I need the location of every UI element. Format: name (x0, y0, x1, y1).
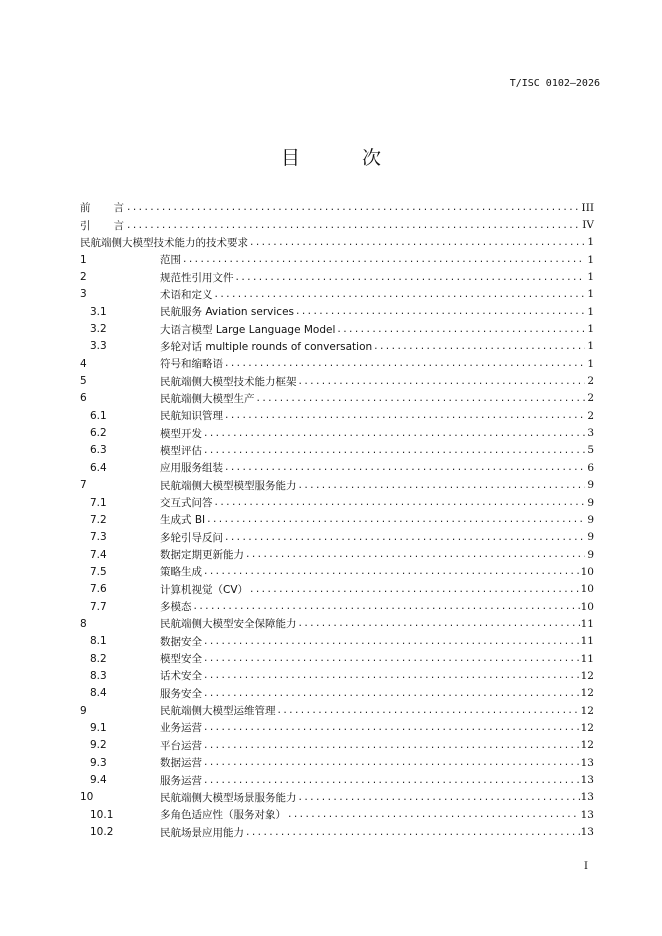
toc-page-number: III (581, 201, 594, 214)
toc-entry-label: 模型安全 (160, 653, 202, 666)
toc-section-number-text: 7 (80, 479, 87, 492)
toc-section-number (80, 375, 160, 387)
toc-section-number (80, 791, 160, 803)
toc-page-number: 12 (580, 687, 594, 700)
toc-page-number: 13 (580, 791, 594, 804)
dot-leader (206, 516, 585, 525)
toc-section-number-text: 3.3 (90, 340, 107, 353)
toc-entry-label: 业务运营 (160, 722, 202, 735)
toc-page-number: 1 (587, 323, 594, 336)
toc-section-number (80, 549, 160, 561)
toc-section-number (80, 566, 160, 578)
toc-section-number-text: 7.3 (90, 531, 107, 544)
toc-entry-label: 话术安全 (160, 670, 202, 683)
toc-entry-label: 民航场景应用能力 (160, 826, 244, 839)
toc-entry-label: 服务安全 (160, 687, 202, 700)
toc-page-number: 12 (580, 704, 594, 717)
toc-entry-label: 民航端侧大模型安全保障能力 (160, 618, 297, 631)
dot-leader (277, 707, 580, 716)
toc-section-number-text: 7.2 (90, 513, 107, 526)
toc-page-number: 1 (587, 305, 594, 318)
toc-entry[interactable] (80, 702, 594, 719)
dot-leader (235, 274, 586, 283)
toc-section-number-text: 7.1 (90, 496, 107, 509)
toc-entry[interactable] (80, 251, 594, 268)
toc-section-number-text: 5 (80, 375, 87, 388)
dot-leader (298, 482, 586, 491)
toc-page-number: 13 (580, 774, 594, 787)
toc-section-number-text: 9.4 (90, 774, 107, 787)
toc-page-number: 2 (587, 392, 594, 405)
toc-section-number-text: 7.6 (90, 583, 107, 596)
toc-entry-label: 生成式 BI (160, 514, 206, 527)
toc-section-number-text: 8 (80, 617, 87, 630)
dot-leader (214, 499, 586, 508)
toc-entry-label: 策略生成 (160, 566, 202, 579)
toc-entry-label: 民航端侧大模型技术能力的技术要求 (80, 236, 248, 249)
toc-section-number-text: 10 (80, 791, 94, 804)
dot-leader (224, 534, 585, 543)
toc-entry[interactable] (80, 338, 594, 355)
toc-section-number (80, 479, 160, 491)
toc-page-number: 9 (587, 496, 594, 509)
toc-entry[interactable] (80, 442, 594, 459)
toc-page-number: 1 (587, 253, 594, 266)
dot-leader (203, 447, 585, 456)
toc-section-number (80, 774, 160, 786)
toc-section-number (80, 462, 160, 474)
dot-leader (287, 811, 580, 820)
toc-entry-label: 数据运营 (160, 757, 202, 770)
dot-leader (182, 256, 585, 265)
toc-entry-label: 前 言 (80, 202, 125, 215)
toc-entry[interactable] (80, 633, 594, 650)
toc-entry-main-heading[interactable] (80, 234, 594, 251)
toc-entry-label: 多轮对话 multiple rounds of conversation (160, 340, 373, 353)
toc-page-number: 13 (580, 808, 594, 821)
toc-section-number-text: 3 (80, 288, 87, 301)
toc-section-number (80, 687, 160, 699)
toc-section-number (80, 254, 160, 266)
toc-entry-label: 服务运营 (160, 774, 202, 787)
toc-entry-label: 模型开发 (160, 427, 202, 440)
toc-section-number (80, 444, 160, 456)
toc-section-number (80, 288, 160, 300)
toc-entry[interactable] (80, 737, 594, 754)
toc-entry[interactable] (80, 546, 594, 563)
toc-section-number-text: 7.5 (90, 565, 107, 578)
toc-page-number: 9 (587, 531, 594, 544)
toc-entry[interactable] (80, 615, 594, 632)
toc-entry[interactable] (80, 581, 594, 598)
toc-page-number: 1 (587, 357, 594, 370)
toc-entry[interactable] (80, 598, 594, 615)
toc-section-number (80, 410, 160, 422)
toc-entry-label: 多轮引导反问 (160, 531, 223, 544)
dot-leader (249, 586, 580, 595)
toc-entry[interactable] (80, 667, 594, 684)
toc-entry[interactable] (80, 806, 594, 823)
toc-page-number: 13 (580, 756, 594, 769)
dot-leader (126, 204, 581, 213)
toc-entry-label: 民航端侧大模型场景服务能力 (160, 791, 297, 804)
toc-entry[interactable] (80, 390, 594, 407)
dot-leader (373, 343, 585, 352)
toc-entry-label: 平台运营 (160, 739, 202, 752)
toc-section-number (80, 323, 160, 335)
toc-section-number-text: 10.1 (90, 808, 114, 821)
toc-entry[interactable] (80, 286, 594, 303)
toc-entry[interactable] (80, 372, 594, 389)
toc-title: 目 次 (280, 147, 410, 169)
toc-entry-label: 应用服务组装 (160, 462, 223, 475)
dot-leader (203, 742, 580, 751)
dot-leader (245, 551, 585, 560)
toc-page-number: 1 (587, 340, 594, 353)
toc-entry-label: 术语和定义 (160, 288, 213, 301)
toc-section-number-text: 9.3 (90, 756, 107, 769)
dot-leader (298, 620, 580, 629)
toc-entry-label: 数据安全 (160, 635, 202, 648)
toc-page-number: 2 (587, 409, 594, 422)
dot-leader (203, 759, 580, 768)
toc-section-number (80, 670, 160, 682)
toc-entry[interactable] (80, 771, 594, 788)
toc-section-number-text: 7.7 (90, 600, 107, 613)
toc-page-number: 12 (580, 721, 594, 734)
toc-section-number-text: 1 (80, 253, 87, 266)
document-code: T/ISC 0102—2026 (509, 78, 600, 89)
dot-leader (203, 724, 580, 733)
dot-leader (203, 638, 580, 647)
toc-entry-label: 民航端侧大模型运维管理 (160, 705, 276, 718)
toc-page-number: 11 (580, 652, 594, 665)
toc-section-number-text: 9.2 (90, 739, 107, 752)
toc-section-number (80, 531, 160, 543)
toc-entry-label: 民航服务 Aviation services (160, 306, 295, 319)
toc-entry-label: 规范性引用文件 (160, 271, 234, 284)
toc-entry[interactable] (80, 320, 594, 337)
toc-entry[interactable] (80, 685, 594, 702)
toc-section-number (80, 739, 160, 751)
toc-section-number (80, 705, 160, 717)
dot-leader (224, 412, 585, 421)
dot-leader (126, 222, 581, 231)
toc-page-number: 3 (587, 427, 594, 440)
toc-section-number-text: 4 (80, 357, 87, 370)
toc-entry[interactable] (80, 407, 594, 424)
toc-section-number (80, 271, 160, 283)
toc-section-number (80, 809, 160, 821)
toc-section-number-text: 8.4 (90, 687, 107, 700)
toc-page-number: 12 (580, 669, 594, 682)
dot-leader (245, 829, 580, 838)
dot-leader (298, 378, 586, 387)
toc-entry-label: 引 言 (80, 219, 125, 232)
toc-section-number (80, 358, 160, 370)
toc-entry[interactable] (80, 650, 594, 667)
toc-section-number-text: 9 (80, 704, 87, 717)
toc-entry[interactable] (80, 355, 594, 372)
dot-leader (336, 326, 585, 335)
toc-section-number (80, 427, 160, 439)
toc-page-number: 2 (587, 375, 594, 388)
toc-entry-introduction[interactable] (80, 216, 594, 233)
toc-page-number: IV (582, 219, 594, 232)
dot-leader (203, 690, 580, 699)
toc-entry[interactable] (80, 494, 594, 511)
toc-entry[interactable] (80, 303, 594, 320)
toc-section-number (80, 618, 160, 630)
toc-page-number: 6 (587, 461, 594, 474)
toc-entry[interactable] (80, 477, 594, 494)
toc-section-number-text: 8.1 (90, 635, 107, 648)
toc-section-number-text: 6.3 (90, 444, 107, 457)
toc-entry-label: 计算机视觉（CV） (160, 583, 249, 596)
toc-entry-foreword[interactable] (80, 199, 594, 216)
dot-leader (295, 308, 585, 317)
toc-page-number: 9 (587, 548, 594, 561)
toc-entry[interactable] (80, 268, 594, 285)
toc-entry-label: 交互式问答 (160, 497, 213, 510)
table-of-contents (80, 199, 594, 841)
toc-section-number-text: 6.1 (90, 409, 107, 422)
toc-entry[interactable] (80, 424, 594, 441)
toc-page-number: 12 (580, 739, 594, 752)
dot-leader (249, 239, 585, 248)
toc-section-number (80, 340, 160, 352)
toc-entry-label: 符号和缩略语 (160, 358, 223, 371)
toc-section-number (80, 635, 160, 647)
dot-leader (256, 395, 586, 404)
toc-entry[interactable] (80, 459, 594, 476)
toc-entry-label: 民航知识管理 (160, 410, 223, 423)
toc-entry-label: 民航端侧大模型模型服务能力 (160, 479, 297, 492)
toc-section-number (80, 757, 160, 769)
toc-page-number: 10 (580, 583, 594, 596)
toc-entry-label: 大语言模型 Large Language Model (160, 323, 336, 336)
toc-entry-list (80, 251, 594, 841)
toc-page-number: 10 (580, 600, 594, 613)
toc-page-number: 11 (580, 635, 594, 648)
toc-entry[interactable] (80, 754, 594, 771)
toc-page-number: 1 (587, 288, 594, 301)
toc-entry[interactable] (80, 719, 594, 736)
toc-section-number (80, 392, 160, 404)
toc-section-number-text: 2 (80, 271, 87, 284)
dot-leader (203, 672, 580, 681)
toc-entry-label: 多模态 (160, 601, 192, 614)
toc-section-number-text: 3.2 (90, 323, 107, 336)
toc-entry-label: 范围 (160, 254, 181, 267)
toc-entry-label: 模型评估 (160, 444, 202, 457)
dot-leader (203, 568, 580, 577)
toc-section-number (80, 722, 160, 734)
toc-section-number-text: 7.4 (90, 548, 107, 561)
toc-entry-label: 多角色适应性（服务对象） (160, 809, 286, 822)
toc-entry-label: 数据定期更新能力 (160, 549, 244, 562)
toc-page-number: 10 (580, 565, 594, 578)
dot-leader (214, 291, 586, 300)
toc-section-number-text: 6 (80, 392, 87, 405)
toc-section-number-text: 3.1 (90, 305, 107, 318)
dot-leader (224, 360, 585, 369)
toc-page-number: 5 (587, 444, 594, 457)
dot-leader (203, 777, 580, 786)
dot-leader (203, 430, 585, 439)
toc-entry[interactable] (80, 789, 594, 806)
dot-leader (193, 603, 580, 612)
toc-section-number (80, 306, 160, 318)
toc-entry[interactable] (80, 563, 594, 580)
toc-entry-label: 民航端侧大模型生产 (160, 392, 255, 405)
toc-entry[interactable] (80, 823, 594, 840)
toc-section-number-text: 6.2 (90, 427, 107, 440)
toc-section-number (80, 601, 160, 613)
toc-page-number: 9 (587, 513, 594, 526)
toc-section-number-text: 8.3 (90, 669, 107, 682)
toc-page-number: 9 (587, 479, 594, 492)
toc-page-number: 11 (580, 617, 594, 630)
page-number-footer: I (584, 861, 588, 872)
toc-section-number (80, 826, 160, 838)
toc-section-number (80, 583, 160, 595)
toc-entry[interactable] (80, 511, 594, 528)
toc-entry-label: 民航端侧大模型技术能力框架 (160, 375, 297, 388)
toc-page-number: 1 (587, 271, 594, 284)
toc-page-number: 1 (587, 236, 594, 249)
toc-section-number-text: 10.2 (90, 826, 114, 839)
toc-entry[interactable] (80, 529, 594, 546)
toc-page-number: 13 (580, 826, 594, 839)
toc-section-number (80, 653, 160, 665)
toc-section-number-text: 6.4 (90, 461, 107, 474)
dot-leader (224, 464, 585, 473)
toc-section-number (80, 497, 160, 509)
dot-leader (298, 794, 580, 803)
toc-section-number-text: 9.1 (90, 721, 107, 734)
toc-section-number (80, 514, 160, 526)
dot-leader (203, 655, 580, 664)
toc-section-number-text: 8.2 (90, 652, 107, 665)
